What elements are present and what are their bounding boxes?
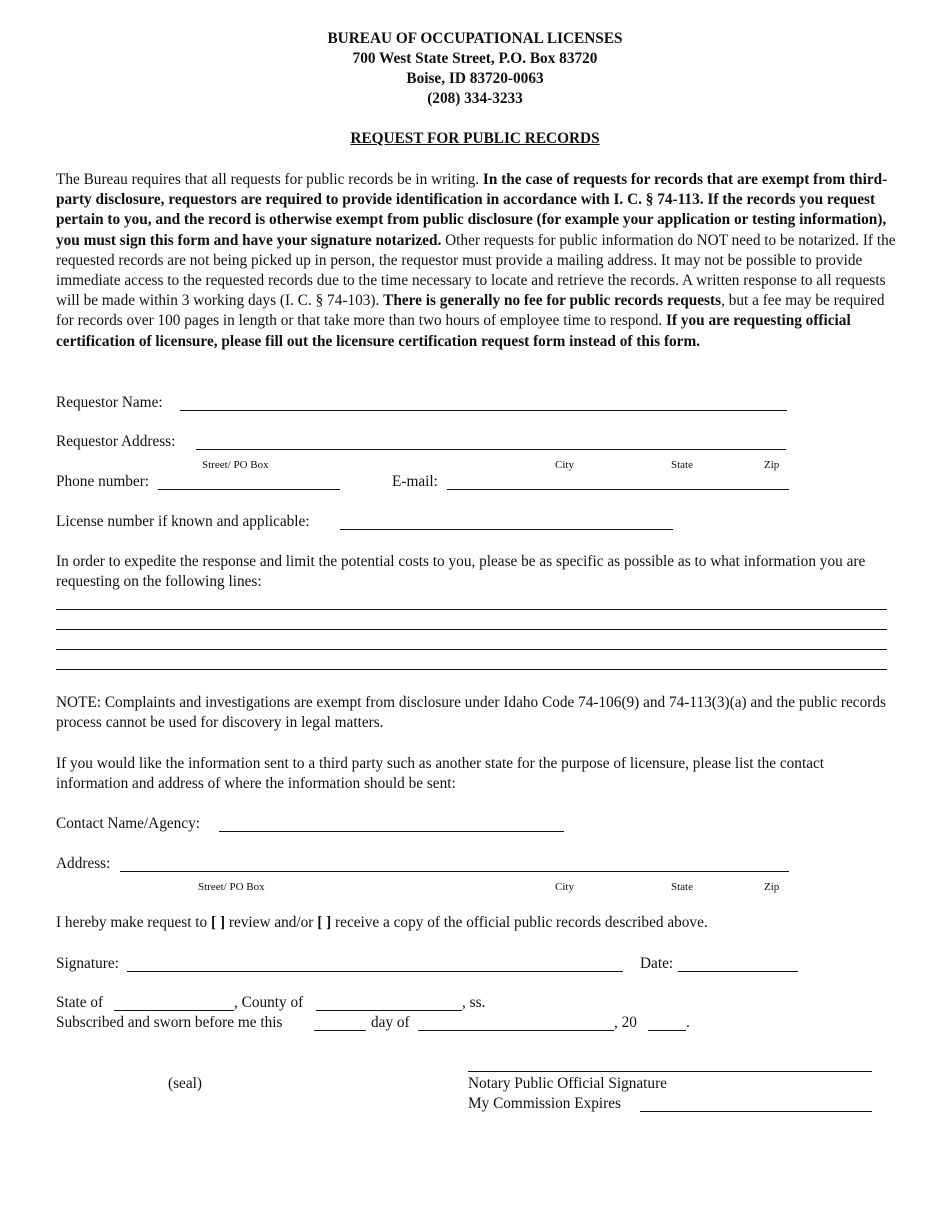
year-field[interactable]: [648, 1030, 686, 1031]
contact-field[interactable]: [219, 831, 564, 832]
month-field[interactable]: [418, 1030, 614, 1031]
state-of-field[interactable]: [114, 1010, 234, 1011]
intro-paragraph: [56, 170, 898, 352]
request-details-line-3[interactable]: [56, 649, 887, 650]
license-field[interactable]: [340, 529, 673, 530]
third-party-paragraph: If you would like the information sent to a third party such as another state for the purpose of licensure, please list the contact information and address of where the information should be sent:: [56, 755, 825, 793]
notary-signature-label: Notary Public Official Signature: [468, 1075, 667, 1092]
seal-label: (seal): [168, 1075, 202, 1092]
requestor-name-label: Requestor Name:: [56, 394, 163, 411]
license-label: License number if known and applicable:: [56, 513, 310, 530]
bureau-street: 700 West State Street, P.O. Box 83720: [352, 50, 598, 67]
intro-bold-3: If you are requesting official certification of licensure, please fill out the licensure certification request form instead of this form.: [56, 312, 851, 350]
request-text-1: I hereby make request to: [56, 914, 212, 931]
contact-label: Contact Name/Agency:: [56, 815, 200, 832]
tp-city-caption: City: [555, 881, 574, 893]
request-details-line-4[interactable]: [56, 669, 887, 670]
address-zip-caption: Zip: [764, 459, 780, 471]
day-of-label: day of: [371, 1014, 410, 1031]
third-party-address-field[interactable]: [120, 871, 789, 872]
date-field[interactable]: [678, 971, 798, 972]
bureau-city: Boise, ID 83720-0063: [406, 70, 544, 87]
notary-signature-field[interactable]: [468, 1071, 872, 1072]
commission-expires-label: My Commission Expires: [468, 1095, 621, 1112]
address-state-caption: State: [671, 459, 693, 471]
tp-zip-caption: Zip: [764, 881, 780, 893]
intro-text-3: , but a fee may be required for records over 100 pages in length or that take more than two hours of employee time to respond.: [56, 292, 885, 330]
request-details-line-2[interactable]: [56, 629, 887, 630]
phone-field[interactable]: [158, 489, 340, 490]
state-of-label: State of: [56, 994, 104, 1011]
day-field[interactable]: [314, 1030, 366, 1031]
bureau-phone: (208) 334-3233: [427, 90, 523, 107]
request-details-line-1[interactable]: [56, 609, 887, 610]
address-city-caption: City: [555, 459, 574, 471]
date-label: Date:: [640, 955, 674, 972]
county-of-label: , County of: [234, 994, 304, 1011]
tp-state-caption: State: [671, 881, 693, 893]
phone-label: Phone number:: [56, 473, 150, 490]
requestor-address-label: Requestor Address:: [56, 433, 176, 450]
request-text-2: review and/or: [225, 914, 318, 931]
requestor-address-field[interactable]: [196, 449, 786, 450]
request-text-3: receive a copy of the official public records described above.: [331, 914, 708, 931]
intro-text-1: The Bureau requires that all requests for public records be in writing.: [56, 171, 483, 188]
year-period: .: [686, 1014, 690, 1031]
address-street-caption: Street/ PO Box: [202, 459, 269, 471]
year-prefix-label: , 20: [614, 1014, 637, 1031]
receive-copy-checkbox[interactable]: [ ]: [317, 914, 332, 931]
note-paragraph: NOTE: Complaints and investigations are exempt from disclosure under Idaho Code 74-106(9) and 74-113(3)(a) and the public records process cannot be used for discovery in legal matters.: [56, 694, 886, 732]
signature-label: Signature:: [56, 955, 119, 972]
tp-street-caption: Street/ PO Box: [198, 881, 265, 893]
signature-field[interactable]: [127, 971, 623, 972]
intro-bold-1: In the case of requests for records that are exempt from third-party disclosure, requestors are required to provide identification in accordance with I. C. § 74-113. If the records you request pertain to you, and the record is otherwise exempt from public disclosure (for example your application or testing information), you must sign this form and have your signature notarized.: [56, 171, 888, 249]
specifics-instructions: In order to expedite the response and limit the potential costs to you, please be as specific as possible as to what information you are requesting on the following lines:: [56, 553, 866, 591]
county-of-field[interactable]: [316, 1010, 462, 1011]
email-field[interactable]: [447, 489, 789, 490]
subscribed-label: Subscribed and sworn before me this: [56, 1014, 283, 1031]
address-label: Address:: [56, 855, 111, 872]
bureau-name: BUREAU OF OCCUPATIONAL LICENSES: [327, 30, 623, 47]
intro-text-2: Other requests for public information do NOT need to be notarized. If the requested records are not being picked up in person, the requestor must provide a mailing address. It may not be possible to provide immediate access to the requested records due to the time necessary to locate and retrieve the records. A written response to all requests will be made within 3 working days (I. C. § 74-103).: [56, 231, 896, 310]
requestor-name-field[interactable]: [180, 410, 787, 411]
commission-expires-field[interactable]: [640, 1111, 872, 1112]
intro-bold-2: There is generally no fee for public records requests: [383, 292, 722, 310]
request-statement: [56, 913, 708, 933]
email-label: E-mail:: [392, 473, 438, 490]
form-title: REQUEST FOR PUBLIC RECORDS: [350, 130, 600, 147]
ss-label: , ss.: [462, 994, 486, 1011]
review-checkbox[interactable]: [ ]: [211, 914, 226, 931]
